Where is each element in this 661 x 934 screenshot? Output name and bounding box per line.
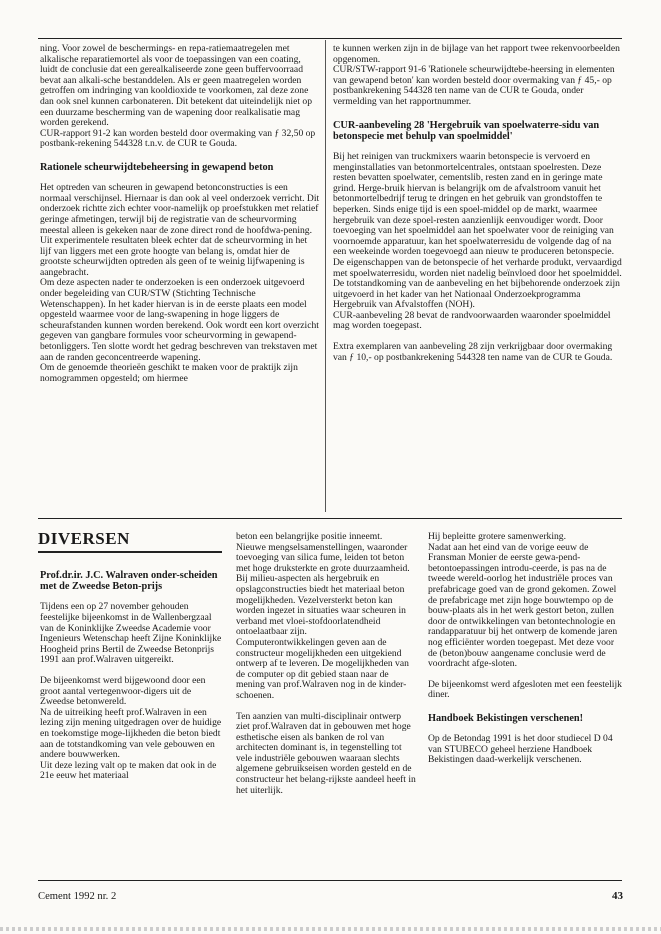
paragraph: CUR-rapport 91-2 kan worden besteld door overmaking van ƒ 32,50 op postbank-rekening 544328 t.n.v. de CUR te Gouda.: [40, 127, 316, 150]
subheading: Rationele scheurwijdtebeheersing in gewapend beton: [40, 161, 274, 173]
paragraph: De totstandkoming van de aanbeveling en het bijbehorende onderzoek zijn uitgevoerd in het kader van het Nationaal Onderzoekprogramma Hergebruik van Afvalstoffen (NOH).: [333, 278, 620, 311]
paragraph: Om deze aspecten nader te onderzoeken is een onderzoek uitgevoerd onder begeleiding van CUR/STW (Stichting Technische Wetenschappen). In het kader hiervan is in de eerste plaats een model opgesteld waarmee voor de lang-swapening in hoge liggers de scheurafstanden kunnen worden berekend. Ook wordt een kort overzicht gegeven van gangbare formules voor scheurvorming in gewapend-betonliggers. Ten slotte wordt het gedrag beschreven van trekstaven met aan de randen geconcentreerde wapening.: [40, 277, 319, 363]
subheading: Prof.dr.ir. J.C. Walraven onder-scheiden met de Zweedse Beton-prijs: [40, 570, 218, 593]
paragraph: Om de genoemde theorieën geschikt te maken voor de praktijk zijn nomogrammen opgesteld; om hiermee: [40, 362, 298, 384]
paragraph: Nieuwe mengselsamenstellingen, waaronder toevoeging van silica fume, leiden tot beton met hoge druksterkte en grote duurzaamheid.: [236, 541, 410, 574]
paragraph: Nadat aan het eind van de vorige eeuw de Fransman Monier de eerste gewa-pend-betontoepassingen introdu-ceerde, is pas na de tweede wereld-oorlog het industriële proces van prefabricage goed van de grond gekomen. Zowel de prefabricage met zijn hoge bouwtempo op de bouw-plaats als in het werk gestort beton, zullen door de ontwikkelingen van betontechnologie en randapparatuur bij het ontwerp de komende jaren nog efficiënter worden toegepast. Met deze voor de (beton)bouw aangename conclusie werd de voordracht afge-sloten.: [428, 541, 618, 670]
paragraph: te kunnen werken zijn in de bijlage van het rapport twee rekenvoorbeelden opgenomen.: [333, 43, 620, 65]
paragraph: ning. Voor zowel de beschermings- en repa-ratiemaatregelen met alkalische reparatiemortel als voor de toepassingen van een coating, luidt de conclusie dat een gerealkaliseerde zone geen buffervoorraad bevat aan alkali-sche bestanddelen. Als er geen maatregelen worden getroffen om indringing van kooldioxide te voorkomen, zal deze zone dan ook snel kunnen carbonateren. Dit betekent dat uiteindelijk niet op een duurzame bescherming van de wapening door realkalisatie mag worden gerekend.: [40, 43, 313, 129]
paragraph: Computerontwikkelingen geven aan de constructeur mogelijkheden een uitgekiend ontwerp af te leveren. De mogelijkheden van de computer op dit gebied staan naar de mening van prof.Walraven nog in de kinder-schoenen.: [236, 636, 409, 701]
middle-rule: [38, 518, 622, 519]
lower-column-1: [40, 566, 224, 782]
paragraph: Bij het reinigen van truckmixers waarin betonspecie is vervoerd en menginstallaties van betonmortelcentrales, ontstaan spoelresten. Deze resten bevatten spoelwater, cementslib, resten zand en in geringe mate grind. Herge-bruik hiervan is belangrijk om de afvalstroom vanuit het betonmortelbedrijf terug te dringen en het gebruik van grondstoffen te beperken. Sinds enige tijd is een spoel-middel op de markt, waarmee hergebruik van deze spoel-resten aanzienlijk eenvoudiger wordt. Door toevoeging van het spoelmiddel aan het spoelwater voor de reiniging van voornoemde apparatuur, kan het spoelwaterresidu de volgende dag of na een weekeinde worden toegevoegd aan nieuw te produceren betonspecie. De eigenschappen van de betonspecie of het verharde produkt, vervaardigd met spoelwaterresidu, worden niet nadelig beïnvloed door het spoelmiddel.: [333, 150, 622, 279]
page-number: 43: [612, 890, 623, 902]
paragraph: beton een belangrijke positie inneemt.: [236, 531, 383, 542]
journal-footer: Cement 1992 nr. 2: [38, 891, 117, 902]
upper-right-column: [333, 44, 623, 363]
bottom-rule: [38, 880, 622, 881]
paragraph: Na de uitreiking heeft prof.Walraven in een lezing zijn mening uitgedragen over de huidige en toekomstige moge-lijkheden die beton biedt aan de totstandkoming van vele gebouwen en andere bouwwerken.: [40, 706, 222, 761]
paragraph: Op de Betondag 1991 is het door studiecel D 04 van STUBECO geheel herziene Handboek Bekistingen daad-werkelijk verschenen.: [428, 733, 613, 766]
paragraph: CUR-aanbeveling 28 bevat de randvoorwaarden waaronder spoelmiddel mag worden toegepast.: [333, 309, 611, 332]
lower-column-3: [428, 532, 624, 766]
upper-left-column: [40, 44, 320, 384]
paragraph: De bijeenkomst werd afgesloten met een feestelijk diner.: [428, 678, 622, 701]
paragraph: De bijeenkomst werd bijgewoond door een groot aantal vertegenwoor-digers uit de Zweedse betonwereld.: [40, 674, 206, 708]
paragraph: CUR/STW-rapport 91-6 'Rationele scheurwijdtebe-heersing in elementen van gewapend beton' kan worden besteld door overmaking van ƒ 45,- op postbankrekening 544328 ten name van de CUR te Gouda, onder vermelding van het rapportnummer.: [333, 64, 615, 107]
subheading: Handboek Bekistingen verschenen!: [428, 712, 584, 724]
paragraph: Uit deze lezing valt op te maken dat ook in de 21e eeuw het materiaal: [40, 759, 217, 782]
top-rule: [38, 38, 622, 39]
paragraph: Bij milieu-aspecten als hergebruik en opslagconstructies biedt het materiaal beton mogelijkheden. Vezelversterkt beton kan worden ingezet in situaties waar scheuren in verband met vloei-stofdoorlatendheid ontoelaatbaar zijn.: [236, 573, 406, 638]
paragraph: Tijdens een op 27 november gehouden feestelijke bijeenkomst in de Wallenbergzaal van de Koninklijke Zweedse Academie voor Ingenieurs Wetenschap heeft Zijne Koninklijke Hoogheid prins Bertil de Zweedse Betonprijs 1991 aan prof.Walraven uitgereikt.: [40, 601, 222, 666]
section-title-diversen: DIVERSEN: [38, 529, 222, 553]
upper-column-divider: [325, 40, 326, 512]
subheading: CUR-aanbeveling 28 'Hergebruik van spoelwaterre-sidu van betonspecie met behulp van spoelmiddel': [333, 119, 600, 142]
paragraph: Ten aanzien van multi-disciplinair ontwerp ziet prof.Walraven dat in gebouwen met hoge esthetische eisen als banken de rol van architecten dominant is, in tegenstelling tot vele industriële gebouwen waaraan slechts algemene gebruikseisen worden gesteld en de constructeur het belang-rijkste aandeel heeft in het uiterlijk.: [236, 710, 416, 796]
lower-column-2: [236, 532, 416, 796]
paragraph: Het optreden van scheuren in gewapend betonconstructies is een normaal verschijnsel. Hiernaar is dan ook al veel onderzoek verricht. Dit onderzoek richtte zich echter voor-namelijk op proefstukken met relatief geringe afmetingen, terwijl bij de registratie van de scheurvorming meestal alleen is gekeken naar de zone direct rond de hoofdwa-pening. Uit experimentele resultaten bleek echter dat de scheurvorming in het lijf van liggers met een grote hoogte van belang is, omdat hier de grootste scheurwijdten optreden als geen of te weinig lijfwapening is aangebracht.: [40, 182, 320, 278]
scan-edge-decoration: [0, 927, 661, 931]
paragraph: Hij bepleitte grotere samenwerking.: [428, 531, 566, 542]
paragraph: Extra exemplaren van aanbeveling 28 zijn verkrijgbaar door overmaking van ƒ 10,- op postbankrekening 544328 ten name van de CUR te Gouda.: [333, 341, 613, 363]
